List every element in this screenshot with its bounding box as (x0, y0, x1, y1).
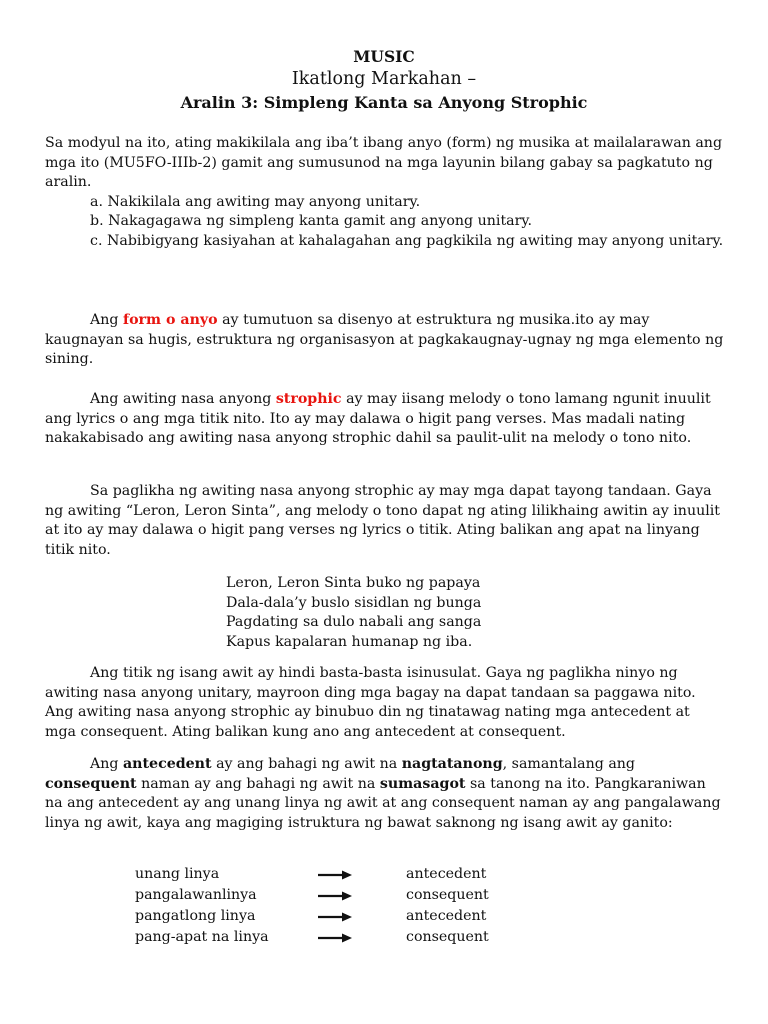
subject-title: MUSIC (353, 47, 415, 66)
lyric-line-3: Pagdating sa dulo nabali ang sanga (226, 614, 482, 630)
structure-line-label: unang linya (135, 865, 220, 882)
structure-row (135, 906, 526, 927)
lesson-title: Aralin 3: Simpleng Kanta sa Anyong Strophic (180, 93, 588, 112)
right-arrow-icon (318, 864, 406, 885)
term-form-o-anyo: form o anyo (122, 312, 218, 328)
structure-row (135, 927, 526, 948)
titik-paragraph (45, 664, 725, 742)
right-arrow-icon (318, 906, 406, 927)
structure-line-label: pangatlong linya (135, 907, 256, 924)
structure-role: antecedent (406, 865, 487, 882)
term-antecedent: antecedent (122, 756, 212, 772)
right-arrow-icon (318, 885, 406, 906)
text-run: ay ang bahagi ng awit na (211, 756, 402, 772)
song-lyrics (226, 574, 481, 652)
term-consequent: consequent (45, 775, 137, 792)
lyric-line-2: Dala-dala’y buslo sisidlan ng bunga (226, 594, 482, 611)
strophic-paragraph (45, 390, 725, 449)
structure-row (135, 885, 526, 906)
objective-c: c. Nabibigyang kasiyahan at kahalagahan ang pagkikila ng awiting may anyong unitary. (90, 232, 724, 249)
term-sumasagot: sumasagot (379, 775, 466, 792)
structure-line-label: pangalawanlinya (135, 886, 257, 903)
right-arrow-icon (318, 927, 406, 948)
text-run: , samantalang ang (502, 756, 636, 772)
text-run: Ang (90, 312, 123, 328)
text-run: sa tanong na ito. Pangkaraniwan na ang antecedent ay ang unang linya ng awit at ang consequent naman ay ang pangalawang linya ng awit, kaya ang magiging istruktura ng bawat saknong ng isang awit ay ganito: (45, 775, 721, 831)
quarter-title: Ikatlong Markahan – (291, 69, 477, 89)
intro-section (45, 134, 725, 251)
text-run: ay tumutuon sa disenyo at estruktura ng musika.ito ay may kaugnayan sa hugis, estruktura ng organisasyon at pagkakaugnay-ugnay ng mga elemento ng sining. (45, 312, 724, 367)
antecedent-paragraph (45, 755, 725, 833)
paglikha-text: Sa paglikha ng awiting nasa anyong strophic ay may mga dapat tayong tandaan. Gaya ng awiting “Leron, Leron Sinta”, ang melody o tono dapat ng ating lilikhaing awitin ay inuulit at ito ay may dalawa o higit pang verses ng lyrics o titik. Ating balikan ang apat na linyang titik nito. (45, 483, 721, 558)
text-run: ay may iisang melody o tono lamang ngunit inuulit ang lyrics o ang mga titik nito. Ito ay may dalawa o higit pang verses. Mas madali nating nakakabisado ang awiting nasa anyong strophic dahil sa paulit-ulit na melody o tono nito. (45, 391, 711, 446)
stanza-structure-table (135, 864, 526, 948)
structure-role: consequent (406, 928, 489, 945)
structure-role: consequent (406, 886, 489, 903)
term-strophic: strophic (275, 391, 342, 407)
titik-text: Ang titik ng isang awit ay hindi basta-basta isinusulat. Gaya ng paglikha ninyo ng awiting nasa anyong unitary, mayroon ding mga bagay na dapat tandaan sa paggawa nito. Ang awiting nasa anyong strophic ay binubuo din ng tinatawag nating mga antecedent at mga consequent. Ating balikan kung ano ang antecedent at consequent. (45, 665, 696, 740)
objective-b: b. Nakagagawa ng simpleng kanta gamit ang anyong unitary. (90, 213, 533, 229)
lyric-line-4: Kapus kapalaran humanap ng iba. (226, 633, 473, 650)
form-paragraph (45, 311, 725, 370)
paglikha-paragraph (45, 482, 725, 560)
text-run: Ang (90, 756, 123, 772)
lyric-line-1: Leron, Leron Sinta buko ng papaya (226, 575, 481, 591)
structure-row (135, 864, 526, 885)
text-run: Ang awiting nasa anyong (90, 391, 276, 407)
intro-paragraph: Sa modyul na ito, ating makikilala ang iba’t ibang anyo (form) ng musika at mailalarawan ang mga ito (MU5FO-IIIb-2) gamit ang sumusunod na mga layunin bilang gabay sa pagkatuto ng aralin. (45, 135, 723, 190)
objective-a: a. Nakikilala ang awiting may anyong unitary. (90, 193, 421, 210)
structure-role: antecedent (406, 907, 487, 924)
document-header (0, 46, 768, 115)
text-run: naman ay ang bahagi ng awit na (136, 775, 380, 792)
structure-line-label: pang-apat na linya (135, 928, 269, 945)
term-nagtatanong: nagtatanong (401, 756, 503, 772)
